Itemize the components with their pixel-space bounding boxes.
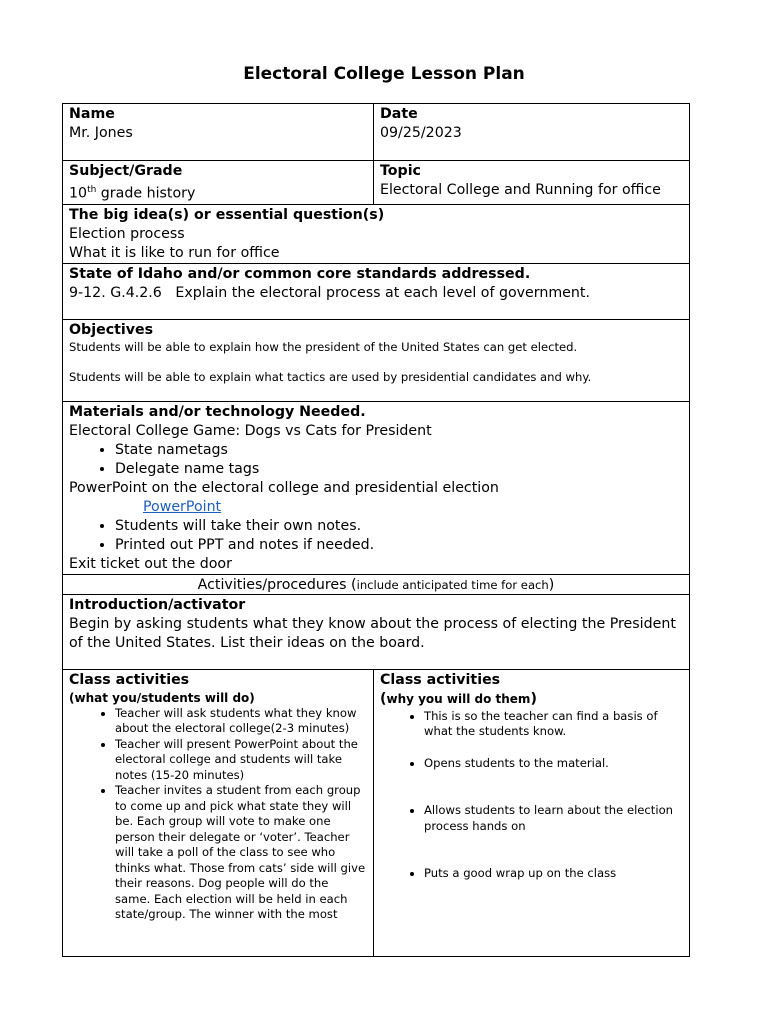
list-item: • This is so the teacher can find a basis of what the students know. <box>424 709 683 740</box>
class-activities-right <box>374 669 690 956</box>
materials-row <box>63 401 690 574</box>
subject-value <box>69 181 367 204</box>
grade-rest: grade history <box>96 185 196 202</box>
subject-label: Subject/Grade <box>69 163 183 179</box>
page-title: Electoral College Lesson Plan <box>243 64 525 84</box>
intro-value: Begin by asking students what they know about the process of electing the President of the United States. List their ideas on the board. <box>69 615 676 651</box>
big-idea-label: The big idea(s) or essential question(s) <box>69 206 385 223</box>
intro-label: Introduction/activator <box>69 596 246 613</box>
big-idea-row <box>63 204 690 263</box>
objectives-label: Objectives <box>69 321 154 338</box>
name-cell <box>63 104 374 161</box>
objectives-row <box>63 319 690 401</box>
list-item: • Teacher will present PowerPoint about the electoral college and students will take notes (15-20 minutes) <box>115 737 367 784</box>
grade-number: 10 <box>69 185 88 202</box>
class-activities-label: Class activities <box>380 671 501 688</box>
name-date-row <box>63 104 690 161</box>
list-item: • Students will take their own notes. <box>115 517 683 536</box>
grade-suffix: th <box>87 185 97 195</box>
class-activities-row <box>63 669 690 956</box>
objective-item: Students will be able to explain what tactics are used by presidential candidates and why. <box>69 369 592 384</box>
class-activities-sub: (why you will do them) <box>380 690 537 707</box>
class-activities-list <box>69 706 367 923</box>
ppt-items-list <box>69 517 683 555</box>
class-activities-label: Class activities <box>69 671 190 688</box>
activities-header-row <box>63 574 690 594</box>
name-value: Mr. Jones <box>69 125 133 141</box>
objectives-cell <box>63 319 690 401</box>
date-cell <box>374 104 690 161</box>
game-items-list <box>69 441 683 479</box>
materials-exit: Exit ticket out the door <box>69 555 232 572</box>
big-idea-line: What it is like to run for office <box>69 244 280 261</box>
activities-header-main: Activities/procedures ( <box>197 576 357 593</box>
big-idea-cell <box>63 204 690 263</box>
topic-label: Topic <box>380 163 421 179</box>
powerpoint-link[interactable]: PowerPoint <box>143 498 222 515</box>
standards-value: 9-12. G.4.2.6 Explain the electoral process at each level of government. <box>69 284 590 301</box>
materials-ppt: PowerPoint on the electoral college and presidential election <box>69 479 499 496</box>
list-item: • Teacher invites a student from each group to come up and pick what state they will be. Each group will vote to make one person their delegate or ‘voter’. Teacher will take a poll of the class to see who thinks what. Those from cats’ side will give their reasons. Dog people will do the same. Each election will be held in each state/group. The winner with the most <box>115 783 367 923</box>
list-item: • Printed out PPT and notes if needed. <box>115 536 683 555</box>
objective-item: Students will be able to explain how the president of the United States can get elected. <box>69 339 578 354</box>
lesson-plan-table <box>62 103 690 957</box>
subject-topic-row <box>63 161 690 205</box>
class-reasons-list <box>380 709 683 882</box>
activities-header-close: ) <box>548 576 555 593</box>
intro-cell <box>63 594 690 669</box>
materials-game: Electoral College Game: Dogs vs Cats for President <box>69 422 432 439</box>
big-idea-line: Election process <box>69 225 185 242</box>
list-item: • Allows students to learn about the election process hands on <box>424 803 683 834</box>
list-item: • Delegate name tags <box>115 460 683 479</box>
class-activities-sub: (what you/students will do) <box>69 690 255 705</box>
standards-cell <box>63 263 690 319</box>
materials-label: Materials and/or technology Needed. <box>69 403 366 420</box>
subject-cell <box>63 161 374 205</box>
list-item: • State nametags <box>115 441 683 460</box>
topic-cell <box>374 161 690 205</box>
list-item: • Opens students to the material. <box>424 756 683 772</box>
class-activities-left <box>63 669 374 956</box>
activities-header-cell <box>63 574 690 594</box>
standards-label: State of Idaho and/or common core standards addressed. <box>69 265 531 282</box>
date-value: 09/25/2023 <box>380 125 462 141</box>
list-item: • Teacher will ask students what they know about the electoral college(2-3 minutes) <box>115 706 367 737</box>
list-item: • Puts a good wrap up on the class <box>424 866 683 882</box>
topic-value: Electoral College and Running for office <box>380 182 661 198</box>
name-label: Name <box>69 106 115 122</box>
activities-header-note: include anticipated time for each <box>356 577 549 592</box>
intro-row <box>63 594 690 669</box>
date-label: Date <box>380 106 418 122</box>
standards-row <box>63 263 690 319</box>
materials-cell <box>63 401 690 574</box>
